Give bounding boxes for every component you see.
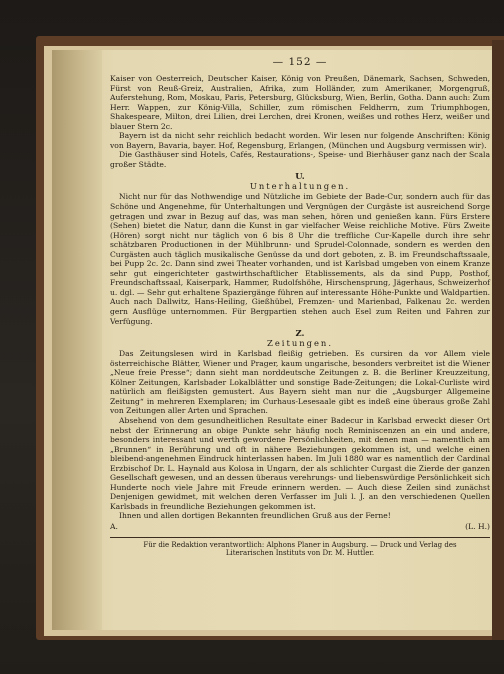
- paragraph-reminiscenzen: Absehend von dem gesundheitlichen Resultate einer Badecur in Karlsbad erweckt dieser Ort nebst der Erinnerung an obige Punkte sehr häufig noch Reminiscenzen an ein und andere, besonders interessant und werth gewordene Persönlichkeiten, mit denen man — namentlich am „Brunnen“ in Berührung und oft in nähere Beziehungen gekommen ist, und welche einen bleibend-angenehmen Eindruck hinterlassen haben. Im Juli 1880 war es namentlich der Cardinal Erzbischof Dr. L. Haynald aus Kolosa in Ungarn, der als schlichter Curgast die Zierde der ganzen Gesellschaft gewesen, und an dessen überaus verehrungs- und liebenswürdige Persönlichkeit sich Hunderte noch viele Jahre mit Freude erinnern werden. — Auch diese Zeilen sind zunächst Denjenigen gewidmet, mit welchen deren Verfasser im Juli l. J. an den verschiedenen Quellen Karlsbads in freundliche Beziehungen gekommen ist.: [110, 415, 490, 511]
- page-gutter: [52, 50, 102, 630]
- paragraph-bayern: Bayern ist da nicht sehr reichlich bedacht worden. Wir lesen nur folgende Anschriften: König von Bayern, Bavaria, bayer. Hof, Regensburg, Erlangen, (München und Augsburg vermissen wir).: [110, 131, 490, 150]
- signature-right: (L. H.): [465, 521, 490, 531]
- section-letter-u: U.: [295, 171, 305, 182]
- section-title-zeitungen: Zeitungen.: [267, 338, 333, 349]
- paragraph-zeitungen: Das Zeitungslesen wird in Karlsbad fleißig getrieben. Es cursiren da vor Allem viele österreichische Blätter, Wiener und Prager, kaum ungarische, besonders verbreitet ist die Wiener „Neue freie Presse“; dann sieht man norddeutsche Zeitungen z. B. die Berliner Kreuzzeitung, Kölner Zeitungen, Karlsbader Lokalblätter und sonstige Bade-Zeitungen; die Lokal-Curliste wird natürlich am fleißigsten gemustert. Aus Bayern sieht man nur die „Augsburger Allgemeine Zeitung“ in mehreren Exemplaren; im Curhaus-Lesesaale gibt es indeß eine überaus große Zahl von Zeitungen aller Arten und Sprachen.: [110, 349, 490, 416]
- paragraph-unterhaltungen: Nicht nur für das Nothwendige und Nützliche im Gebiete der Bade-Cur, sondern auch für das Schöne und Angenehme, für Unterhaltungen und Vergnügen der Curgäste ist ausreichend Sorge getragen und zwar in Bezug auf das, was man sehen, hören und genießen kann. Fürs Erstere (Sehen) bietet die Natur, dann die Kunst in gar vielfacher Weise reichliche Motive. Fürs Zweite (Hören) sorgt nicht nur täglich von 6 bis 8 Uhr die treffliche Cur-Kapelle durch ihre sehr schätzbaren Productionen in der Mühlbrunn- und Sprudel-Colonnade, sondern es werden den Curgästen auch täglich musikalische Genüsse da und dort geboten, z. B. im Freundschaftssaale, bei Pupp 2c. 2c. Dann sind zwei Theater vorhanden, und ist Karlsbad umgeben von einem Kranze sehr gut eingerichteter gastwirthschaftlicher Etablissements, als da sind Pupp, Posthof, Freundschaftssaal, Kaiserpark, Hammer, Rudolfshöhe, Hirschensprung, Jägerhaus, Schweizerhof u. dgl. — Sehr gut erhaltene Spaziergänge führen auf interessante Höhe-Punkte und Waldpartien. Auch nach Dallwitz, Hans-Heiling, Gießhübel, Fremzen- und Marienbad, Falkenau 2c. werden gern Ausflüge unternommen. Für Bergpartien stehen auch Esel zum Reiten und Fahren zur Verfügung.: [110, 192, 490, 326]
- paragraph-gasthaeuser: Die Gasthäuser sind Hotels, Cafés, Restaurations-, Speise- und Bierhäuser ganz nach der Scala großer Städte.: [110, 150, 490, 169]
- signature-row: [110, 522, 490, 532]
- page-text: [110, 56, 490, 616]
- cover-right-edge: [492, 40, 504, 640]
- section-title-unterhaltungen: Unterhaltungen.: [249, 181, 351, 192]
- page-number: — 152 —: [272, 56, 328, 68]
- paragraph-hotels: Kaiser von Oesterreich, Deutscher Kaiser, König von Preußen, Dänemark, Sachsen, Schweden, Fürst von Reuß-Greiz, Australien, Afrika, zum Holländer, zum Amerikaner, Morgengruß, Auferstehung, Rom, Moskau, Paris, Petersburg, Glücksburg, Wien, Berlin, Gotha. Dann auch: Zum Herr. Wappen, zur König-Villa, Schiller, zum römischen Feldherrn, zum Triumphbogen, Shakespeare, Milton, drei Lilien, drei Lerchen, drei Kronen, weißes und rothes Herz, weißer und blauer Stern 2c.: [110, 74, 490, 131]
- signature-left: A.: [110, 521, 118, 531]
- imprint-line-1: Für die Redaktion verantwortlich: Alphons Planer in Augsburg. — Druck und Verlag des: [143, 540, 457, 549]
- section-letter-z: Z.: [295, 328, 305, 339]
- closing-greeting: Ihnen und allen dortigen Bekannten freundlichen Gruß aus der Ferne!: [119, 511, 391, 521]
- footer-rule: [110, 537, 490, 538]
- imprint-line-2: Literarischen Instituts von Dr. M. Huttler.: [225, 549, 375, 558]
